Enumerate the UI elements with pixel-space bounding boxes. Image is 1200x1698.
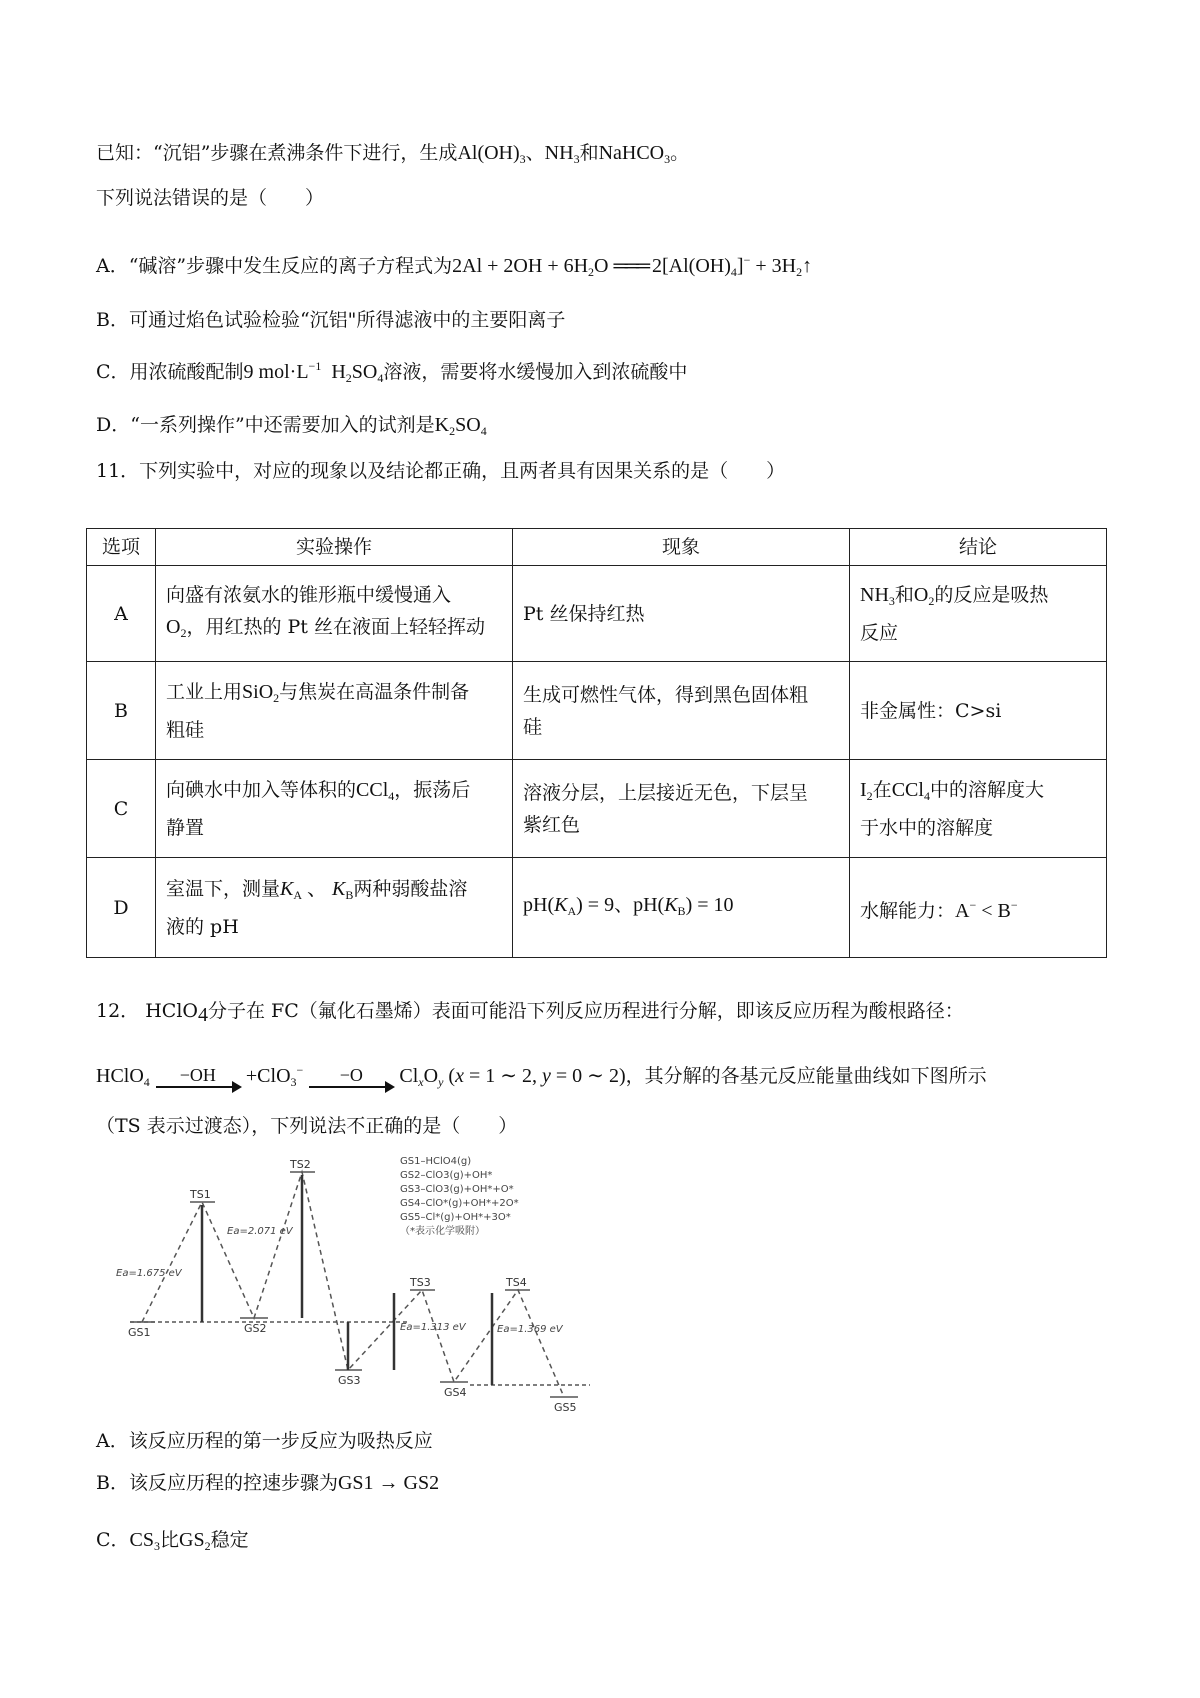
q12-reaction-path: HClO$_4$ −OH +ClO$_3$− −O $Cl_xO_y$ (x = 1 ∼ 2, y = 0 ∼ 2)，其分解的各基元反应能量曲线如下图所示 (96, 1063, 987, 1089)
q11-stem: 11．下列实验中，对应的现象以及结论都正确，且两者具有因果关系的是（ ） (96, 460, 786, 482)
diagram-legend (400, 1156, 519, 1237)
legend-line: GS1–HClO4(g) (400, 1156, 472, 1167)
state-label-gs2: GS2 (244, 1322, 267, 1335)
q12-option-b: B．该反应历程的控速步骤为GS1 → GS2 (96, 1472, 440, 1494)
row-operation: 工业上用SiO$_2$与焦炭在高温条件制备 粗硅 (156, 662, 513, 760)
row-phenomenon: 生成可燃性气体，得到黑色固体粗 硅 (513, 662, 850, 760)
arrow-minus-oh: −OH (156, 1066, 240, 1088)
legend-line: GS5–Cl*(g)+OH*+3O* (400, 1212, 511, 1223)
q10-option-b: B．可通过焰色试验检验“沉铝"所得滤液中的主要阳离子 (96, 309, 566, 331)
row-option: C (87, 760, 156, 858)
state-label-ts2: TS2 (290, 1158, 311, 1171)
state-label-gs5: GS5 (554, 1401, 577, 1414)
q12-stem: 12． HClO$_4$分子在 FC（氟化石墨烯）表面可能沿下列反应历程进行分解，即该反应历程为酸根路径： (96, 1000, 964, 1026)
q12-option-c: C．$CS_3$比$GS_2$稳定 (96, 1529, 249, 1553)
q12-option-a: A．该反应历程的第一步反应为吸热反应 (96, 1430, 433, 1452)
header-operation: 实验操作 (156, 529, 513, 566)
known-conditions: 已知：“沉铝”步骤在煮沸条件下进行，生成$Al(OH)_3$、$NH_3$和NaHCO$_3$。 (96, 142, 690, 166)
barrier-label-3: Ea=1.313 eV (400, 1322, 466, 1333)
row-conclusion: $I_2$在CCl$_4$中的溶解度大 于水中的溶解度 (850, 760, 1107, 858)
legend-line: （*表示化学吸附） (400, 1226, 485, 1237)
q12-stem-cont: （TS 表示过渡态），下列说法不正确的是（ ） (96, 1115, 518, 1137)
row-option: A (87, 566, 156, 662)
state-label-ts4: TS4 (506, 1276, 527, 1289)
q10-option-a: A．“碱溶”步骤中发生反应的离子方程式为$2Al + 2OH + 6H_2O$ ═══ $2[Al(OH)_4]^-$ + $3H_2↑$ (96, 253, 813, 279)
state-label-gs4: GS4 (444, 1386, 467, 1399)
legend-line: GS3–ClO3(g)+OH*+O* (400, 1184, 514, 1195)
arrow-minus-o: −O (309, 1066, 393, 1088)
state-label-ts3: TS3 (410, 1276, 431, 1289)
row-operation: 向盛有浓氨水的锥形瓶中缓慢通入 $O_2$，用红热的 Pt 丝在液面上轻轻挥动 (156, 566, 513, 662)
barrier-label-4: Ea=1.369 eV (497, 1324, 563, 1335)
table-row (87, 566, 1107, 662)
row-operation: 向碘水中加入等体积的CCl$_4$，振荡后 静置 (156, 760, 513, 858)
barrier-label-2: Ea=2.071 eV (227, 1226, 293, 1237)
state-label-ts1: TS1 (190, 1188, 211, 1201)
q10-option-d: D．“一系列操作”中还需要加入的试剂是$K_2SO_4$ (96, 414, 487, 438)
header-conclusion: 结论 (850, 529, 1107, 566)
legend-line: GS4–ClO*(g)+OH*+2O* (400, 1198, 519, 1209)
header-option: 选项 (87, 529, 156, 566)
row-conclusion: $NH_3$和$O_2$的反应是吸热 反应 (850, 566, 1107, 662)
row-conclusion: 非金属性：C>si (850, 662, 1107, 760)
q10-option-c: C．用浓硫酸配制9 $mol\cdot L^{-1}$ $H_2SO_4$溶液，需要将水缓慢加入到浓硫酸中 (96, 359, 688, 385)
table-row (87, 760, 1107, 858)
q11-table (86, 528, 1107, 958)
table-row (87, 858, 1107, 958)
header-phenomenon: 现象 (513, 529, 850, 566)
row-phenomenon: Pt 丝保持红热 (513, 566, 850, 662)
energy-profile-diagram (110, 1150, 600, 1420)
q10-stem: 下列说法错误的是（ ） (96, 187, 325, 209)
row-option: D (87, 858, 156, 958)
legend-line: GS2–ClO3(g)+OH* (400, 1170, 493, 1181)
barrier-label-1: Ea=1.675 eV (116, 1268, 182, 1279)
row-option: B (87, 662, 156, 760)
table-header-row (87, 529, 1107, 566)
state-label-gs3: GS3 (338, 1374, 361, 1387)
table-row (87, 662, 1107, 760)
row-conclusion: 水解能力：A− < B− (850, 858, 1107, 958)
row-phenomenon: 溶液分层，上层接近无色，下层呈 紫红色 (513, 760, 850, 858)
state-label-gs1: GS1 (128, 1326, 151, 1339)
row-phenomenon: $pH(K_A) = 9$、$pH(K_B) = 10$ (513, 858, 850, 958)
row-operation: 室温下，测量$K_A$ 、 $K_B$两种弱酸盐溶 液的 pH (156, 858, 513, 958)
